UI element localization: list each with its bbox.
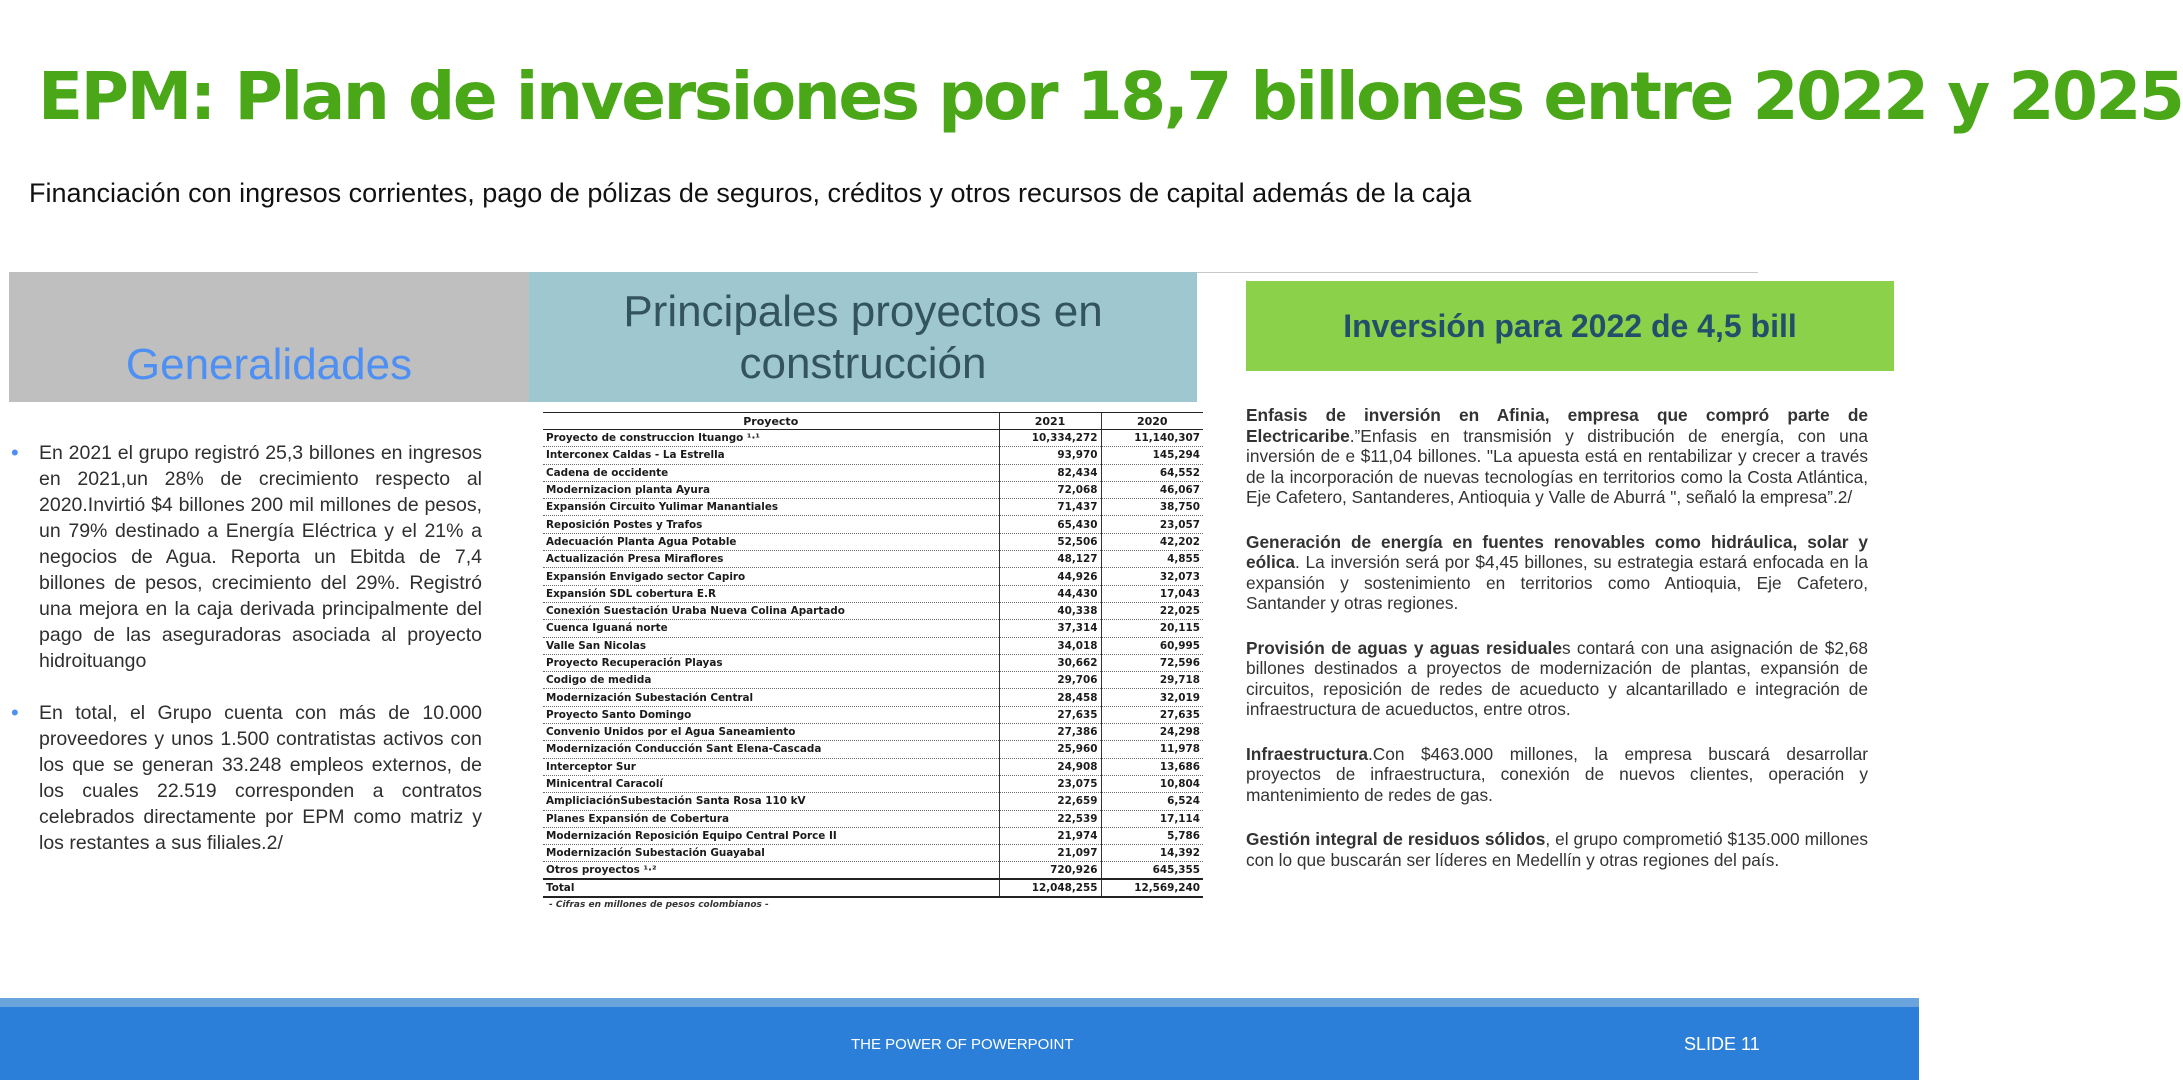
value-2020-cell: 17,114 [1101,810,1203,827]
bullet-dot-icon: • [11,700,19,725]
value-2021-cell: 65,430 [999,516,1101,533]
value-2021-cell: 720,926 [999,862,1101,879]
paragraph-text: s contará con una asignación de $2,68 billones destinados a proyectos de modernización de plantas, expansión de circuitos, reposición de redes de acueducto y alcantarillado e integración de infraestructura de acueductos, entre otros. [1246,637,1868,719]
table-row [543,551,1203,568]
table-row [543,793,1203,810]
table-total-row [543,879,1203,896]
slide-title: EPM: Plan de inversiones por 18,7 billones entre 2022 y 2025 [38,58,2183,135]
table-row [543,758,1203,775]
paragraph-text: . La inversión será por $4,45 billones, su estrategia estará enfocada en la expansión y sostenimiento en territorios como Antioquia, Eje Cafetero, Santander y otras regiones. [1246,552,1868,613]
inversion-paragraph [1246,405,1868,508]
project-cell: Modernización Conducción Sant Elena-Cascada [543,741,999,758]
generalidades-bullets [10,440,482,882]
paragraph-heading: Enfasis de inversión en Afinia, empresa que compró parte de Electricaribe [1246,405,1868,446]
value-2021-cell: 93,970 [999,447,1101,464]
value-2021-cell: 27,635 [999,706,1101,723]
table-row [543,724,1203,741]
value-2021-cell: 37,314 [999,620,1101,637]
value-2020-cell: 42,202 [1101,533,1203,550]
proyectos-header-label: Principales proyectos en construcción [623,287,1103,388]
value-2021-cell: 48,127 [999,551,1101,568]
projects-table-body [543,430,1203,897]
value-2020-cell: 38,750 [1101,499,1203,516]
table-row [543,775,1203,792]
table-row [543,862,1203,879]
generalidades-header-label: Generalidades [125,340,413,389]
paragraph-heading: Gestión integral de residuos sólidos [1246,829,1546,849]
table-row [543,637,1203,654]
table-row [543,568,1203,585]
table-row [543,516,1203,533]
table-row [543,706,1203,723]
total-2021-cell: 12,048,255 [999,879,1101,896]
value-2021-cell: 28,458 [999,689,1101,706]
project-cell: Interceptor Sur [543,758,999,775]
value-2020-cell: 22,025 [1101,602,1203,619]
value-2020-cell: 20,115 [1101,620,1203,637]
table-row [543,464,1203,481]
value-2020-cell: 5,786 [1101,827,1203,844]
slide-subtitle: Financiación con ingresos corrientes, pago de pólizas de seguros, créditos y otros recursos de capital además de la caja [29,178,1472,208]
value-2021-cell: 44,926 [999,568,1101,585]
table-row [543,430,1203,447]
value-2020-cell: 27,635 [1101,706,1203,723]
project-cell: AmpliciaciónSubestación Santa Rosa 110 kV [543,793,999,810]
value-2020-cell: 64,552 [1101,464,1203,481]
paragraph-heading: Generación de energía en fuentes renovables como hidráulica, solar y eólica [1246,531,1868,572]
paragraph-text: , el grupo comprometió $135.000 millones con lo que buscarán ser líderes en Medellín y otras regiones del país. [1246,829,1868,870]
project-cell: Proyecto Santo Domingo [543,706,999,723]
inversion-details [1246,405,1868,894]
table-row [543,845,1203,862]
table-row [543,827,1203,844]
column-header-2021: 2021 [999,413,1101,430]
value-2021-cell: 40,338 [999,602,1101,619]
table-header-row [543,413,1203,430]
project-cell: Modernización Subestación Guayabal [543,845,999,862]
value-2021-cell: 72,068 [999,481,1101,498]
project-cell: Actualización Presa Miraflores [543,551,999,568]
footer-accent-bar [0,998,1919,1007]
value-2020-cell: 11,978 [1101,741,1203,758]
project-cell: Modernización Reposición Equipo Central Porce II [543,827,999,844]
project-cell: Expansión Envigado sector Capiro [543,568,999,585]
paragraph-heading: Infraestructura [1246,743,1368,764]
value-2020-cell: 4,855 [1101,551,1203,568]
project-cell: Expansión SDL cobertura E.R [543,585,999,602]
value-2021-cell: 52,506 [999,533,1101,550]
project-cell: Proyecto de construccion Ituango ¹·¹ [543,430,999,447]
value-2020-cell: 14,392 [1101,845,1203,862]
value-2021-cell: 71,437 [999,499,1101,516]
projects-table [543,412,1203,898]
value-2021-cell: 30,662 [999,654,1101,671]
bullet-text: En 2021 el grupo registró 25,3 billones en ingresos en 2021,un 28% de crecimiento respecto al 2020.Invirtió $4 billones 200 mil millones de pesos, un 79% destinado a Energía Eléctrica y el 21% a negocios de Agua. Reporta un Ebitda de 7,4 billones de pesos, crecimiento del 29%. Registró una mejora en la caja derivada principalmente del pago de las aseguradoras asociada al proyecto hidroituango [39,442,482,672]
table-row [543,447,1203,464]
table-note: - Cifras en millones de pesos colombianos - [549,899,769,910]
project-cell: Planes Expansión de Cobertura [543,810,999,827]
inversion-paragraph [1246,829,1868,870]
table-row [543,654,1203,671]
value-2020-cell: 46,067 [1101,481,1203,498]
value-2020-cell: 17,043 [1101,585,1203,602]
column-header-2020: 2020 [1101,413,1203,430]
value-2021-cell: 34,018 [999,637,1101,654]
value-2020-cell: 72,596 [1101,654,1203,671]
value-2020-cell: 645,355 [1101,862,1203,879]
value-2021-cell: 22,539 [999,810,1101,827]
project-cell: Expansión Circuito Yulimar Manantiales [543,499,999,516]
project-cell: Cadena de occidente [543,464,999,481]
value-2021-cell: 10,334,272 [999,430,1101,447]
project-cell: Valle San Nicolas [543,637,999,654]
table-row [543,689,1203,706]
total-label-cell: Total [543,879,999,896]
value-2020-cell: 145,294 [1101,447,1203,464]
table-row [543,620,1203,637]
value-2020-cell: 60,995 [1101,637,1203,654]
value-2020-cell: 11,140,307 [1101,430,1203,447]
value-2020-cell: 32,073 [1101,568,1203,585]
value-2021-cell: 24,908 [999,758,1101,775]
project-cell: Interconex Caldas - La Estrella [543,447,999,464]
project-cell: Conexión Suestación Uraba Nueva Colina Apartado [543,602,999,619]
value-2021-cell: 22,659 [999,793,1101,810]
paragraph-text: .Con $463.000 millones, la empresa buscará desarrollar proyectos de infraestructura, conexión de nuevos clientes, operación y mantenimiento de redes de gas. [1246,743,1868,805]
slide-number: SLIDE 11 [1684,1034,1760,1054]
project-cell: Minicentral Caracolí [543,775,999,792]
project-cell: Otros proyectos ¹·² [543,862,999,879]
value-2020-cell: 29,718 [1101,672,1203,689]
column-header-proyecto: Proyecto [543,413,999,430]
value-2021-cell: 25,960 [999,741,1101,758]
value-2020-cell: 10,804 [1101,775,1203,792]
project-cell: Modernización Subestación Central [543,689,999,706]
paragraph-heading: Provisión de aguas y aguas residuale [1246,637,1562,658]
inversion-paragraph [1246,638,1868,720]
table-row [543,533,1203,550]
project-cell: Convenio Unidos por el Agua Saneamiento [543,724,999,741]
inversion-paragraph [1246,744,1868,806]
project-cell: Adecuación Planta Agua Potable [543,533,999,550]
value-2021-cell: 44,430 [999,585,1101,602]
value-2021-cell: 21,097 [999,845,1101,862]
table-row [543,602,1203,619]
generalidades-header [9,272,529,402]
table-row [543,672,1203,689]
value-2021-cell: 21,974 [999,827,1101,844]
value-2021-cell: 23,075 [999,775,1101,792]
inversion-paragraph [1246,532,1868,614]
project-cell: Reposición Postes y Trafos [543,516,999,533]
paragraph-text: .”Enfasis en transmisión y distribución de energía, con una inversión de e $11,04 billones. "La apuesta está en rentabilizar y crecer a través de la incorporación de nuevas tecnologías en territorios como la Costa Atlántica, Eje Cafetero, Santanderes, Antioquia y Valle de Aburrá ", señaló la empresa”.2/ [1246,425,1868,507]
bullet-text: En total, el Grupo cuenta con más de 10.000 proveedores y unos 1.500 contratistas activos con los que se generan 33.248 empleos externos, de los cuales 22.519 corresponden a contratos celebrados directamente por EPM como matriz y los restantes a sus filiales.2/ [39,702,482,854]
table-row [543,810,1203,827]
inversion-header [1246,281,1894,371]
project-cell: Modernizacion planta Ayura [543,481,999,498]
value-2020-cell: 23,057 [1101,516,1203,533]
table-row [543,741,1203,758]
footer-text: THE POWER OF POWERPOINT [851,1036,1074,1053]
value-2020-cell: 32,019 [1101,689,1203,706]
bullet-dot-icon: • [11,440,19,465]
total-2020-cell: 12,569,240 [1101,879,1203,896]
table-row [543,481,1203,498]
proyectos-header [529,272,1197,402]
value-2020-cell: 6,524 [1101,793,1203,810]
value-2021-cell: 29,706 [999,672,1101,689]
project-cell: Proyecto Recuperación Playas [543,654,999,671]
value-2021-cell: 27,386 [999,724,1101,741]
bullet-item [10,440,482,674]
table-row [543,499,1203,516]
value-2020-cell: 13,686 [1101,758,1203,775]
project-cell: Codigo de medida [543,672,999,689]
bullet-item [10,700,482,856]
project-cell: Cuenca Iguaná norte [543,620,999,637]
divider-line [1195,272,1758,273]
projects-table-image [543,412,1203,910]
value-2021-cell: 82,434 [999,464,1101,481]
inversion-header-label: Inversión para 2022 de 4,5 bill [1343,307,1797,344]
table-row [543,585,1203,602]
value-2020-cell: 24,298 [1101,724,1203,741]
